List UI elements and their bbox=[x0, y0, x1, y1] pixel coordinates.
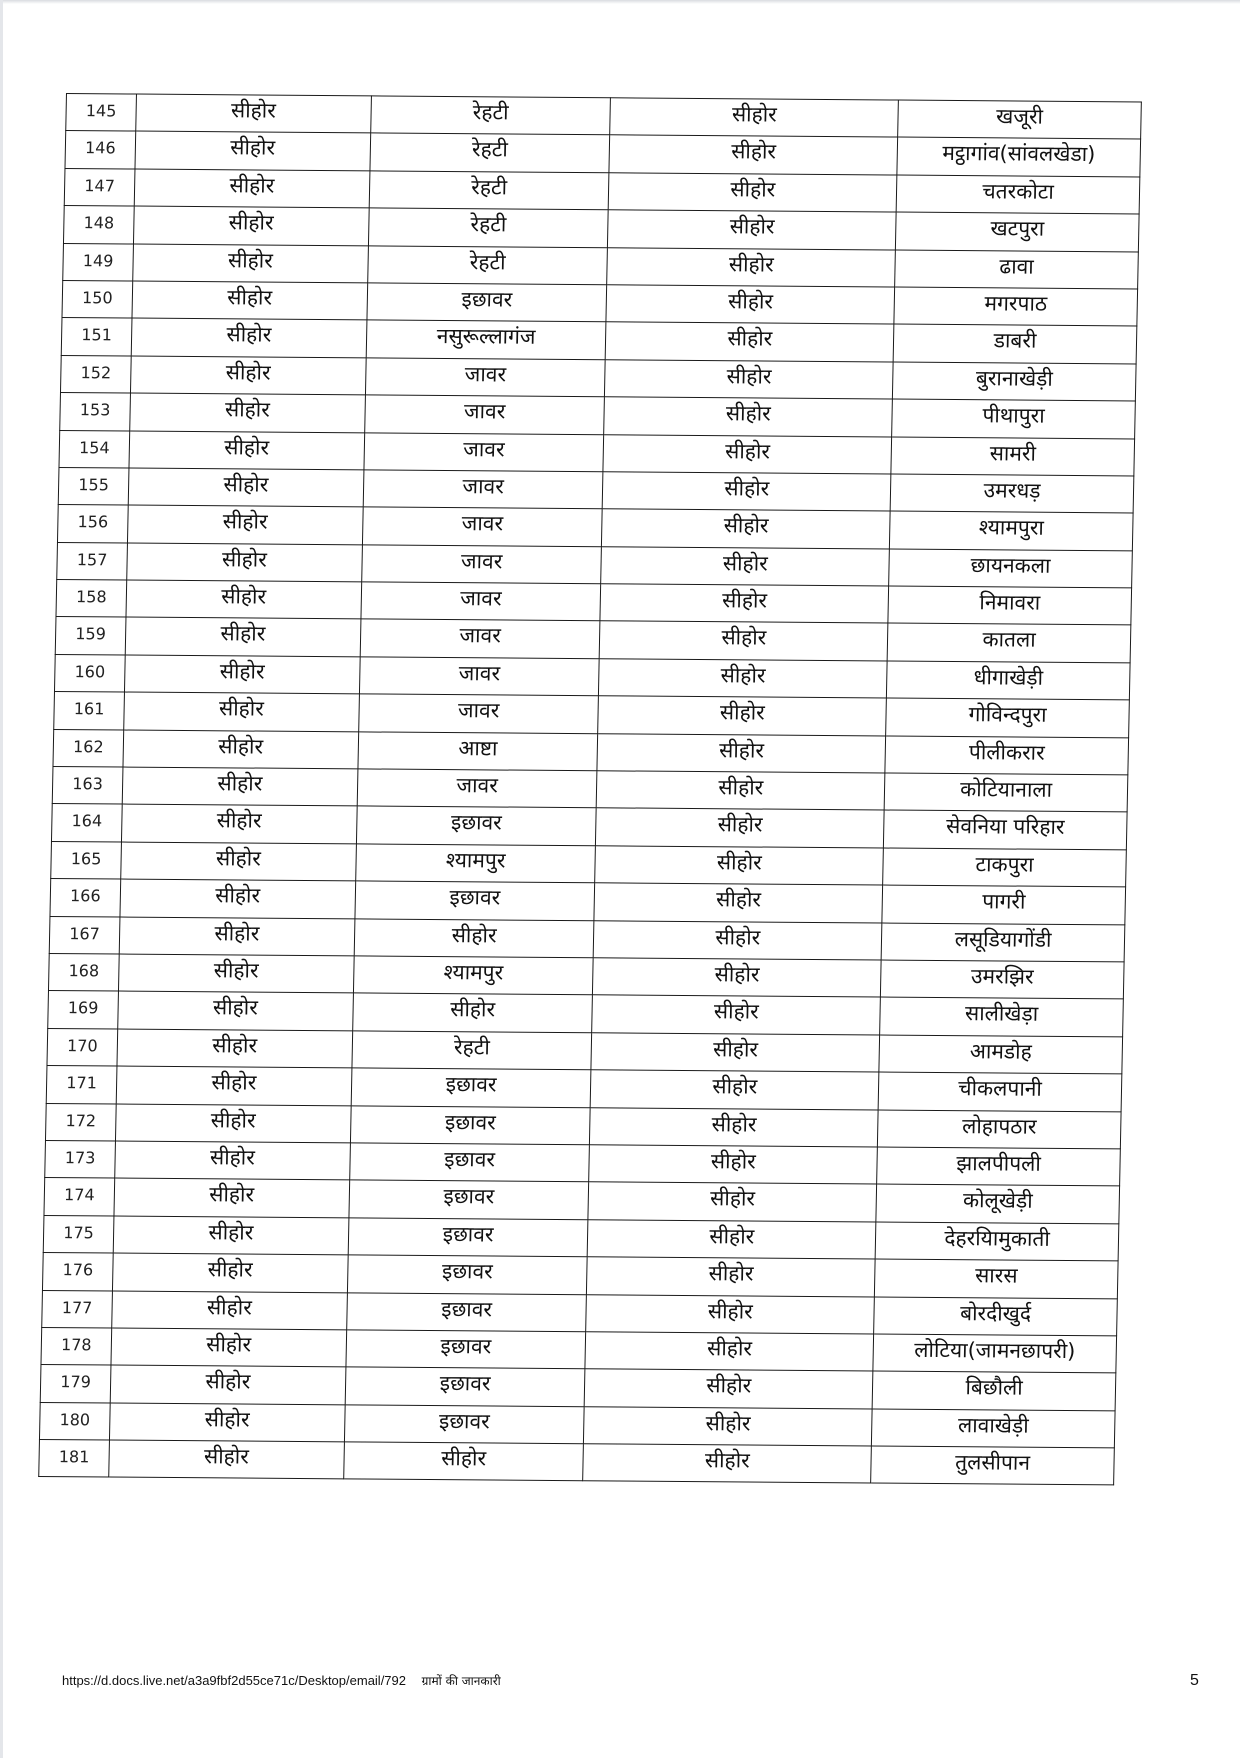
district-cell: सीहोर bbox=[133, 206, 368, 245]
block-cell: इछावर bbox=[344, 1405, 585, 1444]
village-cell: आमडोह bbox=[879, 1035, 1123, 1074]
division-cell: सीहोर bbox=[587, 1257, 875, 1297]
serial-number-cell: 150 bbox=[62, 280, 133, 318]
division-cell: सीहोर bbox=[588, 1219, 876, 1259]
serial-number-cell: 170 bbox=[47, 1028, 118, 1066]
division-cell: सीहोर bbox=[603, 434, 891, 474]
village-cell: बोरदीखुर्द bbox=[874, 1297, 1118, 1336]
district-cell: सीहोर bbox=[130, 393, 365, 432]
village-cell: चीकलपानी bbox=[878, 1072, 1122, 1111]
village-cell: मगरपाठ bbox=[894, 287, 1138, 326]
division-cell: सीहोर bbox=[591, 1033, 879, 1073]
village-cell: कोलूखेड़ी bbox=[876, 1184, 1120, 1223]
district-cell: सीहोर bbox=[118, 954, 353, 993]
village-table bbox=[38, 93, 1142, 1486]
block-cell: नसुरूल्लागंज bbox=[366, 320, 607, 359]
block-cell: श्यामपुर bbox=[355, 844, 596, 883]
footer-title: ग्रामों की जानकारी bbox=[421, 1674, 501, 1688]
block-cell: जावर bbox=[360, 619, 601, 658]
page-number: 5 bbox=[1190, 1672, 1199, 1689]
block-cell: इछावर bbox=[346, 1292, 587, 1331]
block-cell: जावर bbox=[363, 470, 604, 509]
division-cell: सीहोर bbox=[595, 846, 883, 886]
block-cell: सीहोर bbox=[354, 918, 595, 957]
district-cell: सीहोर bbox=[121, 804, 356, 843]
serial-number-cell: 176 bbox=[42, 1253, 113, 1291]
page-edge bbox=[0, 0, 1240, 4]
serial-number-cell: 160 bbox=[54, 654, 125, 692]
village-cell: लावाखेड़ी bbox=[871, 1409, 1115, 1448]
village-cell: छायनकला bbox=[889, 549, 1133, 588]
serial-number-cell: 175 bbox=[43, 1215, 114, 1253]
block-cell: जावर bbox=[365, 358, 606, 397]
serial-number-cell: 164 bbox=[51, 804, 122, 842]
division-cell: सीहोर bbox=[609, 173, 897, 213]
serial-number-cell: 178 bbox=[41, 1327, 112, 1365]
village-cell: बुरानाखेड़ी bbox=[892, 362, 1136, 401]
village-cell: डाबरी bbox=[893, 324, 1137, 363]
division-cell: सीहोर bbox=[588, 1182, 876, 1222]
district-cell: सीहोर bbox=[110, 1365, 345, 1404]
division-cell: सीहोर bbox=[609, 135, 897, 175]
village-cell: टाकपुरा bbox=[883, 848, 1127, 887]
division-cell: सीहोर bbox=[604, 397, 892, 437]
district-cell: सीहोर bbox=[125, 618, 360, 657]
village-cell: तुलसीपान bbox=[871, 1446, 1115, 1485]
district-cell: सीहोर bbox=[126, 580, 361, 619]
village-cell: झालपीपली bbox=[877, 1147, 1121, 1186]
serial-number-cell: 157 bbox=[57, 542, 128, 580]
block-cell: श्यामपुर bbox=[353, 956, 594, 995]
serial-number-cell: 145 bbox=[66, 94, 137, 132]
division-cell: सीहोर bbox=[600, 584, 888, 624]
village-cell: सारस bbox=[874, 1259, 1118, 1298]
block-cell: आष्टा bbox=[358, 732, 599, 771]
division-cell: सीहोर bbox=[603, 472, 891, 512]
village-cell: लोटिया(जामनछापरी) bbox=[873, 1334, 1117, 1373]
division-cell: सीहोर bbox=[597, 771, 885, 811]
serial-number-cell: 181 bbox=[39, 1440, 110, 1478]
district-cell: सीहोर bbox=[127, 543, 362, 582]
footer bbox=[62, 1672, 501, 1689]
serial-number-cell: 163 bbox=[52, 767, 123, 805]
district-cell: सीहोर bbox=[127, 505, 362, 544]
serial-number-cell: 165 bbox=[51, 841, 122, 879]
division-cell: सीहोर bbox=[593, 958, 881, 998]
division-cell: सीहोर bbox=[605, 360, 893, 400]
district-cell: सीहोर bbox=[129, 431, 364, 470]
village-cell: उमरधड़ bbox=[890, 474, 1134, 513]
village-cell: निमावरा bbox=[888, 586, 1132, 625]
serial-number-cell: 146 bbox=[65, 131, 136, 169]
serial-number-cell: 148 bbox=[63, 206, 134, 244]
village-cell: पागरी bbox=[882, 885, 1126, 924]
village-cell: बिछौली bbox=[872, 1371, 1116, 1410]
district-cell: सीहोर bbox=[124, 692, 359, 731]
serial-number-cell: 168 bbox=[48, 953, 119, 991]
district-cell: सीहोर bbox=[120, 879, 355, 918]
division-cell: सीहोर bbox=[592, 995, 880, 1035]
village-cell: धीगाखेड़ी bbox=[886, 661, 1130, 700]
division-cell: सीहोर bbox=[591, 1070, 879, 1110]
serial-number-cell: 151 bbox=[61, 318, 132, 356]
village-cell: देहरयिामुकाती bbox=[875, 1222, 1119, 1261]
district-cell: सीहोर bbox=[111, 1328, 346, 1367]
division-cell: सीहोर bbox=[598, 696, 886, 736]
division-cell: सीहोर bbox=[590, 1107, 878, 1147]
village-cell: पीलीकरार bbox=[885, 736, 1129, 775]
footer-url: https://d.docs.live.net/a3a9fbf2d55ce71c/Desktop/email/792 bbox=[62, 1673, 406, 1688]
block-cell: रेहटी bbox=[367, 245, 608, 284]
district-cell: सीहोर bbox=[115, 1141, 350, 1180]
district-cell: सीहोर bbox=[136, 94, 371, 133]
village-cell: खजूरी bbox=[898, 100, 1142, 139]
serial-number-cell: 152 bbox=[60, 355, 131, 393]
serial-number-cell: 171 bbox=[46, 1066, 117, 1104]
district-cell: सीहोर bbox=[112, 1253, 347, 1292]
district-cell: सीहोर bbox=[109, 1440, 344, 1479]
village-cell: गोविन्दपुरा bbox=[886, 698, 1130, 737]
block-cell: जावर bbox=[364, 432, 605, 471]
district-cell: सीहोर bbox=[133, 244, 368, 283]
village-cell: लोहापठार bbox=[877, 1110, 1121, 1149]
block-cell: जावर bbox=[357, 769, 598, 808]
block-cell: जावर bbox=[361, 545, 602, 584]
village-cell: सालीखेड़ा bbox=[880, 997, 1124, 1036]
district-cell: सीहोर bbox=[114, 1178, 349, 1217]
division-cell: सीहोर bbox=[584, 1406, 872, 1446]
serial-number-cell: 169 bbox=[48, 991, 119, 1029]
division-cell: सीहोर bbox=[606, 322, 894, 362]
district-cell: सीहोर bbox=[122, 767, 357, 806]
block-cell: इछावर bbox=[351, 1068, 592, 1107]
district-cell: सीहोर bbox=[131, 318, 366, 357]
division-cell: सीहोर bbox=[601, 546, 889, 586]
block-cell: इछावर bbox=[350, 1105, 591, 1144]
block-cell: इछावर bbox=[345, 1367, 586, 1406]
serial-number-cell: 177 bbox=[42, 1290, 113, 1328]
block-cell: इछावर bbox=[367, 283, 608, 322]
serial-number-cell: 147 bbox=[64, 168, 135, 206]
division-cell: सीहोर bbox=[586, 1294, 874, 1334]
village-cell: लसूडियागोंडी bbox=[881, 923, 1125, 962]
division-cell: सीहोर bbox=[600, 621, 888, 661]
division-cell: सीहोर bbox=[599, 659, 887, 699]
block-cell: जावर bbox=[362, 507, 603, 546]
serial-number-cell: 166 bbox=[50, 879, 121, 917]
district-cell: सीहोर bbox=[119, 917, 354, 956]
serial-number-cell: 158 bbox=[56, 580, 127, 618]
serial-number-cell: 155 bbox=[58, 467, 129, 505]
serial-number-cell: 174 bbox=[44, 1178, 115, 1216]
block-cell: रेहटी bbox=[368, 208, 609, 247]
division-cell: सीहोर bbox=[606, 285, 894, 325]
division-cell: सीहोर bbox=[585, 1369, 873, 1409]
division-cell: सीहोर bbox=[594, 920, 882, 960]
serial-number-cell: 162 bbox=[53, 729, 124, 767]
serial-number-cell: 179 bbox=[40, 1365, 111, 1403]
block-cell: जावर bbox=[359, 657, 600, 696]
village-cell: सेवनिया परिहार bbox=[883, 810, 1127, 849]
village-cell: ढावा bbox=[895, 250, 1139, 289]
village-cell: कातला bbox=[887, 623, 1131, 662]
table-row bbox=[39, 1440, 1115, 1486]
block-cell: जावर bbox=[364, 395, 605, 434]
district-cell: सीहोर bbox=[123, 730, 358, 769]
block-cell: रेहटी bbox=[369, 171, 610, 210]
division-cell: सीहोर bbox=[607, 247, 895, 287]
district-cell: सीहोर bbox=[109, 1403, 344, 1442]
block-cell: जावर bbox=[361, 582, 602, 621]
district-cell: सीहोर bbox=[121, 842, 356, 881]
district-cell: सीहोर bbox=[116, 1066, 351, 1105]
block-cell: इछावर bbox=[349, 1180, 590, 1219]
district-cell: सीहोर bbox=[130, 356, 365, 395]
village-cell: मट्ठागांव(सांवलखेडा) bbox=[897, 137, 1141, 176]
block-cell: इछावर bbox=[356, 806, 597, 845]
district-cell: सीहोर bbox=[117, 1029, 352, 1068]
serial-number-cell: 153 bbox=[60, 393, 131, 431]
district-cell: सीहोर bbox=[135, 131, 370, 170]
block-cell: रेहटी bbox=[370, 133, 611, 172]
division-cell: सीहोर bbox=[596, 808, 884, 848]
block-cell: सीहोर bbox=[352, 993, 593, 1032]
block-cell: इछावर bbox=[347, 1255, 588, 1294]
division-cell: सीहोर bbox=[602, 509, 890, 549]
page-edge-left bbox=[0, 0, 3, 1758]
division-cell: सीहोर bbox=[610, 98, 898, 138]
serial-number-cell: 159 bbox=[55, 617, 126, 655]
village-cell: चतरकोटा bbox=[896, 175, 1140, 214]
division-cell: सीहोर bbox=[589, 1145, 877, 1185]
block-cell: इछावर bbox=[355, 881, 596, 920]
serial-number-cell: 154 bbox=[59, 430, 130, 468]
district-cell: सीहोर bbox=[134, 169, 369, 208]
village-cell: कोटियानाला bbox=[884, 773, 1128, 812]
village-cell: खटपुरा bbox=[895, 212, 1139, 251]
district-cell: सीहोर bbox=[112, 1291, 347, 1330]
division-cell: सीहोर bbox=[585, 1332, 873, 1372]
village-cell: उमरझिर bbox=[880, 960, 1124, 999]
serial-number-cell: 167 bbox=[49, 916, 120, 954]
serial-number-cell: 173 bbox=[45, 1140, 116, 1178]
district-cell: सीहोर bbox=[128, 468, 363, 507]
block-cell: जावर bbox=[358, 694, 599, 733]
serial-number-cell: 172 bbox=[45, 1103, 116, 1141]
village-cell: पीथापुरा bbox=[892, 399, 1136, 438]
block-cell: सीहोर bbox=[343, 1442, 584, 1481]
serial-number-cell: 149 bbox=[63, 243, 134, 281]
division-cell: सीहोर bbox=[594, 883, 882, 923]
district-cell: सीहोर bbox=[113, 1216, 348, 1255]
district-cell: सीहोर bbox=[118, 991, 353, 1030]
block-cell: इछावर bbox=[349, 1143, 590, 1182]
district-cell: सीहोर bbox=[115, 1104, 350, 1143]
block-cell: रेहटी bbox=[370, 96, 611, 135]
block-cell: रेहटी bbox=[352, 1031, 593, 1070]
village-cell: श्यामपुरा bbox=[889, 511, 1133, 550]
division-cell: सीहोर bbox=[597, 733, 885, 773]
serial-number-cell: 180 bbox=[39, 1402, 110, 1440]
district-cell: सीहोर bbox=[124, 655, 359, 694]
serial-number-cell: 156 bbox=[57, 505, 128, 543]
division-cell: सीहोर bbox=[608, 210, 896, 250]
serial-number-cell: 161 bbox=[54, 692, 125, 730]
district-cell: सीहोर bbox=[132, 281, 367, 320]
village-cell: सामरी bbox=[891, 437, 1135, 476]
block-cell: इछावर bbox=[346, 1330, 587, 1369]
division-cell: सीहोर bbox=[583, 1444, 871, 1484]
block-cell: इछावर bbox=[348, 1218, 589, 1257]
village-table-body bbox=[39, 94, 1142, 1486]
